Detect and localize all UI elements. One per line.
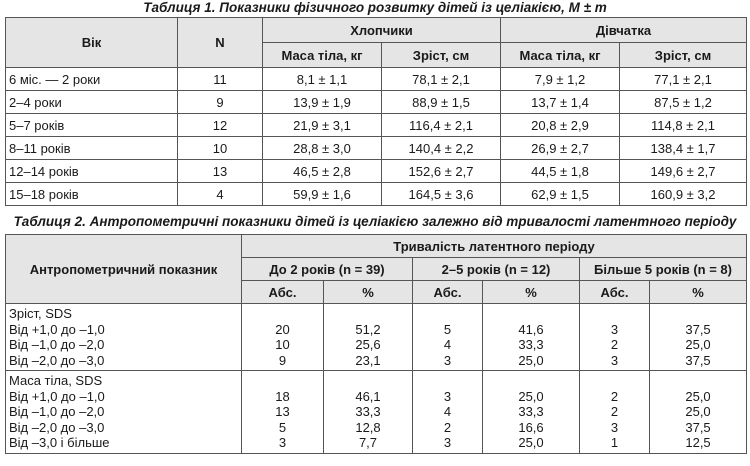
header-abs: Абс. <box>580 281 650 304</box>
row-label: Від –1,0 до –2,0 <box>9 337 105 352</box>
cell-value: 12,8 <box>355 419 381 435</box>
header-group-over-5: Більше 5 років (n = 8) <box>580 258 747 281</box>
cell-girls-weight: 7,9 ± 1,2 <box>501 68 620 91</box>
table2-body <box>6 304 747 454</box>
row-label: Від –2,0 до –3,0 <box>9 352 105 368</box>
cell-column-label <box>6 371 242 454</box>
table-row <box>6 160 747 183</box>
cell-girls-height: 87,5 ± 1,2 <box>620 91 747 114</box>
cell-value <box>580 373 649 389</box>
cell-n: 4 <box>178 183 263 206</box>
cell-boys-height: 78,1 ± 2,1 <box>382 68 501 91</box>
cell-value: 3 <box>610 321 619 337</box>
cell-value: 51,2 <box>355 321 381 337</box>
cell-age: 15–18 років <box>6 183 178 206</box>
group-block <box>6 304 747 371</box>
anthropometric-table <box>5 234 747 454</box>
cell-girls-weight: 44,5 ± 1,8 <box>501 160 620 183</box>
cell-value <box>483 306 579 322</box>
cell-boys-weight: 13,9 ± 1,9 <box>263 91 382 114</box>
cell-value: 13 <box>275 404 290 419</box>
cell-girls-weight: 20,8 ± 2,9 <box>501 114 620 137</box>
table-row <box>6 68 747 91</box>
header-girls: Дівчатка <box>501 18 747 43</box>
header-abs: Абс. <box>242 281 324 304</box>
header-girls-weight: Маса тіла, кг <box>501 43 620 68</box>
cell-column-g1-pct <box>324 371 413 454</box>
table-row <box>6 114 747 137</box>
header-pct: % <box>483 281 580 304</box>
cell-value: 2 <box>610 388 619 404</box>
cell-value <box>242 373 323 389</box>
cell-value <box>650 373 746 389</box>
cell-value: 33,3 <box>518 337 544 352</box>
cell-girls-weight: 26,9 ± 2,7 <box>501 137 620 160</box>
cell-girls-weight: 13,7 ± 1,4 <box>501 91 620 114</box>
cell-boys-weight: 8,1 ± 1,1 <box>263 68 382 91</box>
table2-caption: Таблиця 2. Антропометричні показники дітей із целіакією залежно від тривалості латентного періоду <box>13 214 737 229</box>
cell-column-g2-pct <box>483 371 580 454</box>
table-row <box>6 183 747 206</box>
cell-value: 20 <box>275 321 290 337</box>
cell-value: 10 <box>275 337 290 352</box>
header-latent-period: Тривалість латентного періоду <box>242 235 747 258</box>
cell-boys-weight: 21,9 ± 3,1 <box>263 114 382 137</box>
cell-column-g2-abs <box>413 304 483 371</box>
row-label: Від –2,0 до –3,0 <box>9 419 105 435</box>
cell-value: 5 <box>443 321 452 337</box>
table-row <box>6 91 747 114</box>
cell-column-g1-abs <box>242 304 324 371</box>
group-block <box>6 371 747 454</box>
cell-value: 18 <box>275 388 290 404</box>
cell-boys-weight: 46,5 ± 2,8 <box>263 160 382 183</box>
physical-development-table <box>5 17 747 206</box>
header-group-under-2: До 2 років (n = 39) <box>242 258 413 281</box>
cell-n: 10 <box>178 137 263 160</box>
cell-value: 4 <box>443 337 452 352</box>
header-indicator: Антропометричний показник <box>6 235 242 304</box>
cell-boys-height: 164,5 ± 3,6 <box>382 183 501 206</box>
header-n: N <box>178 18 263 68</box>
cell-value: 3 <box>278 435 287 450</box>
header-boys-weight: Маса тіла, кг <box>263 43 382 68</box>
cell-column-label <box>6 304 242 371</box>
cell-value: 25,0 <box>518 388 544 404</box>
cell-value: 37,5 <box>685 419 711 435</box>
cell-age: 8–11 років <box>6 137 178 160</box>
row-label: Від +1,0 до –1,0 <box>9 321 105 337</box>
cell-value: 41,6 <box>518 321 544 337</box>
row-label: Від –1,0 до –2,0 <box>9 404 105 419</box>
cell-girls-height: 77,1 ± 2,1 <box>620 68 747 91</box>
cell-value <box>483 373 579 389</box>
cell-value: 9 <box>278 352 287 368</box>
cell-value: 3 <box>443 435 452 450</box>
cell-column-g3-pct <box>650 371 747 454</box>
cell-value: 1 <box>610 435 619 450</box>
cell-value: 3 <box>610 419 619 435</box>
cell-value: 33,3 <box>355 404 381 419</box>
cell-value <box>650 306 746 322</box>
cell-value <box>324 373 412 389</box>
cell-column-g2-pct <box>483 304 580 371</box>
cell-column-g3-pct <box>650 304 747 371</box>
cell-value <box>242 306 323 322</box>
cell-n: 13 <box>178 160 263 183</box>
cell-value: 25,0 <box>685 404 711 419</box>
table1-body <box>6 68 747 206</box>
cell-value: 37,5 <box>685 352 711 368</box>
cell-value <box>324 306 412 322</box>
cell-boys-weight: 59,9 ± 1,6 <box>263 183 382 206</box>
cell-age: 5–7 років <box>6 114 178 137</box>
cell-value <box>580 306 649 322</box>
cell-age: 2–4 роки <box>6 91 178 114</box>
header-girls-height: Зріст, см <box>620 43 747 68</box>
cell-boys-height: 152,6 ± 2,7 <box>382 160 501 183</box>
cell-column-g2-abs <box>413 371 483 454</box>
cell-girls-height: 138,4 ± 1,7 <box>620 137 747 160</box>
header-pct: % <box>650 281 747 304</box>
cell-value: 33,3 <box>518 404 544 419</box>
cell-value: 25,0 <box>518 435 544 450</box>
cell-value: 3 <box>443 352 452 368</box>
cell-column-g1-abs <box>242 371 324 454</box>
cell-n: 9 <box>178 91 263 114</box>
cell-girls-weight: 62,9 ± 1,5 <box>501 183 620 206</box>
cell-n: 11 <box>178 68 263 91</box>
cell-column-g3-abs <box>580 304 650 371</box>
cell-value: 5 <box>278 419 287 435</box>
cell-value: 37,5 <box>685 321 711 337</box>
cell-value: 2 <box>610 404 619 419</box>
header-boys: Хлопчики <box>263 18 501 43</box>
cell-value: 25,0 <box>685 337 711 352</box>
row-label: Від –3,0 і більше <box>9 435 110 450</box>
header-abs: Абс. <box>413 281 483 304</box>
cell-value: 23,1 <box>355 352 381 368</box>
header-pct: % <box>324 281 413 304</box>
cell-boys-height: 116,4 ± 2,1 <box>382 114 501 137</box>
cell-value: 16,6 <box>518 419 544 435</box>
cell-girls-height: 160,9 ± 3,2 <box>620 183 747 206</box>
cell-value: 25,0 <box>518 352 544 368</box>
cell-value: 46,1 <box>355 388 381 404</box>
cell-boys-height: 140,4 ± 2,2 <box>382 137 501 160</box>
cell-age: 6 міс. — 2 роки <box>6 68 178 91</box>
cell-age: 12–14 років <box>6 160 178 183</box>
header-age: Вік <box>6 18 178 68</box>
row-label: Від +1,0 до –1,0 <box>9 388 105 404</box>
cell-value: 7,7 <box>358 435 378 450</box>
cell-value: 25,6 <box>355 337 381 352</box>
cell-value: 12,5 <box>685 435 711 450</box>
table-row <box>6 137 747 160</box>
header-group-2-5: 2–5 років (n = 12) <box>413 258 580 281</box>
cell-value: 2 <box>443 419 452 435</box>
cell-boys-weight: 28,8 ± 3,0 <box>263 137 382 160</box>
cell-value: 2 <box>610 337 619 352</box>
cell-column-g3-abs <box>580 371 650 454</box>
cell-n: 12 <box>178 114 263 137</box>
cell-column-g1-pct <box>324 304 413 371</box>
cell-value <box>413 373 482 389</box>
cell-value: 3 <box>443 388 452 404</box>
row-label: Зріст, SDS <box>9 306 72 321</box>
cell-boys-height: 88,9 ± 1,5 <box>382 91 501 114</box>
table1-caption: Таблиця 1. Показники фізичного розвитку дітей із целіакією, M ± m <box>143 0 607 15</box>
header-boys-height: Зріст, см <box>382 43 501 68</box>
row-label: Маса тіла, SDS <box>9 373 103 388</box>
cell-girls-height: 114,8 ± 2,1 <box>620 114 747 137</box>
cell-value: 25,0 <box>685 388 711 404</box>
cell-girls-height: 149,6 ± 2,7 <box>620 160 747 183</box>
cell-value: 3 <box>610 352 619 368</box>
cell-value: 4 <box>443 404 452 419</box>
cell-value <box>413 306 482 322</box>
